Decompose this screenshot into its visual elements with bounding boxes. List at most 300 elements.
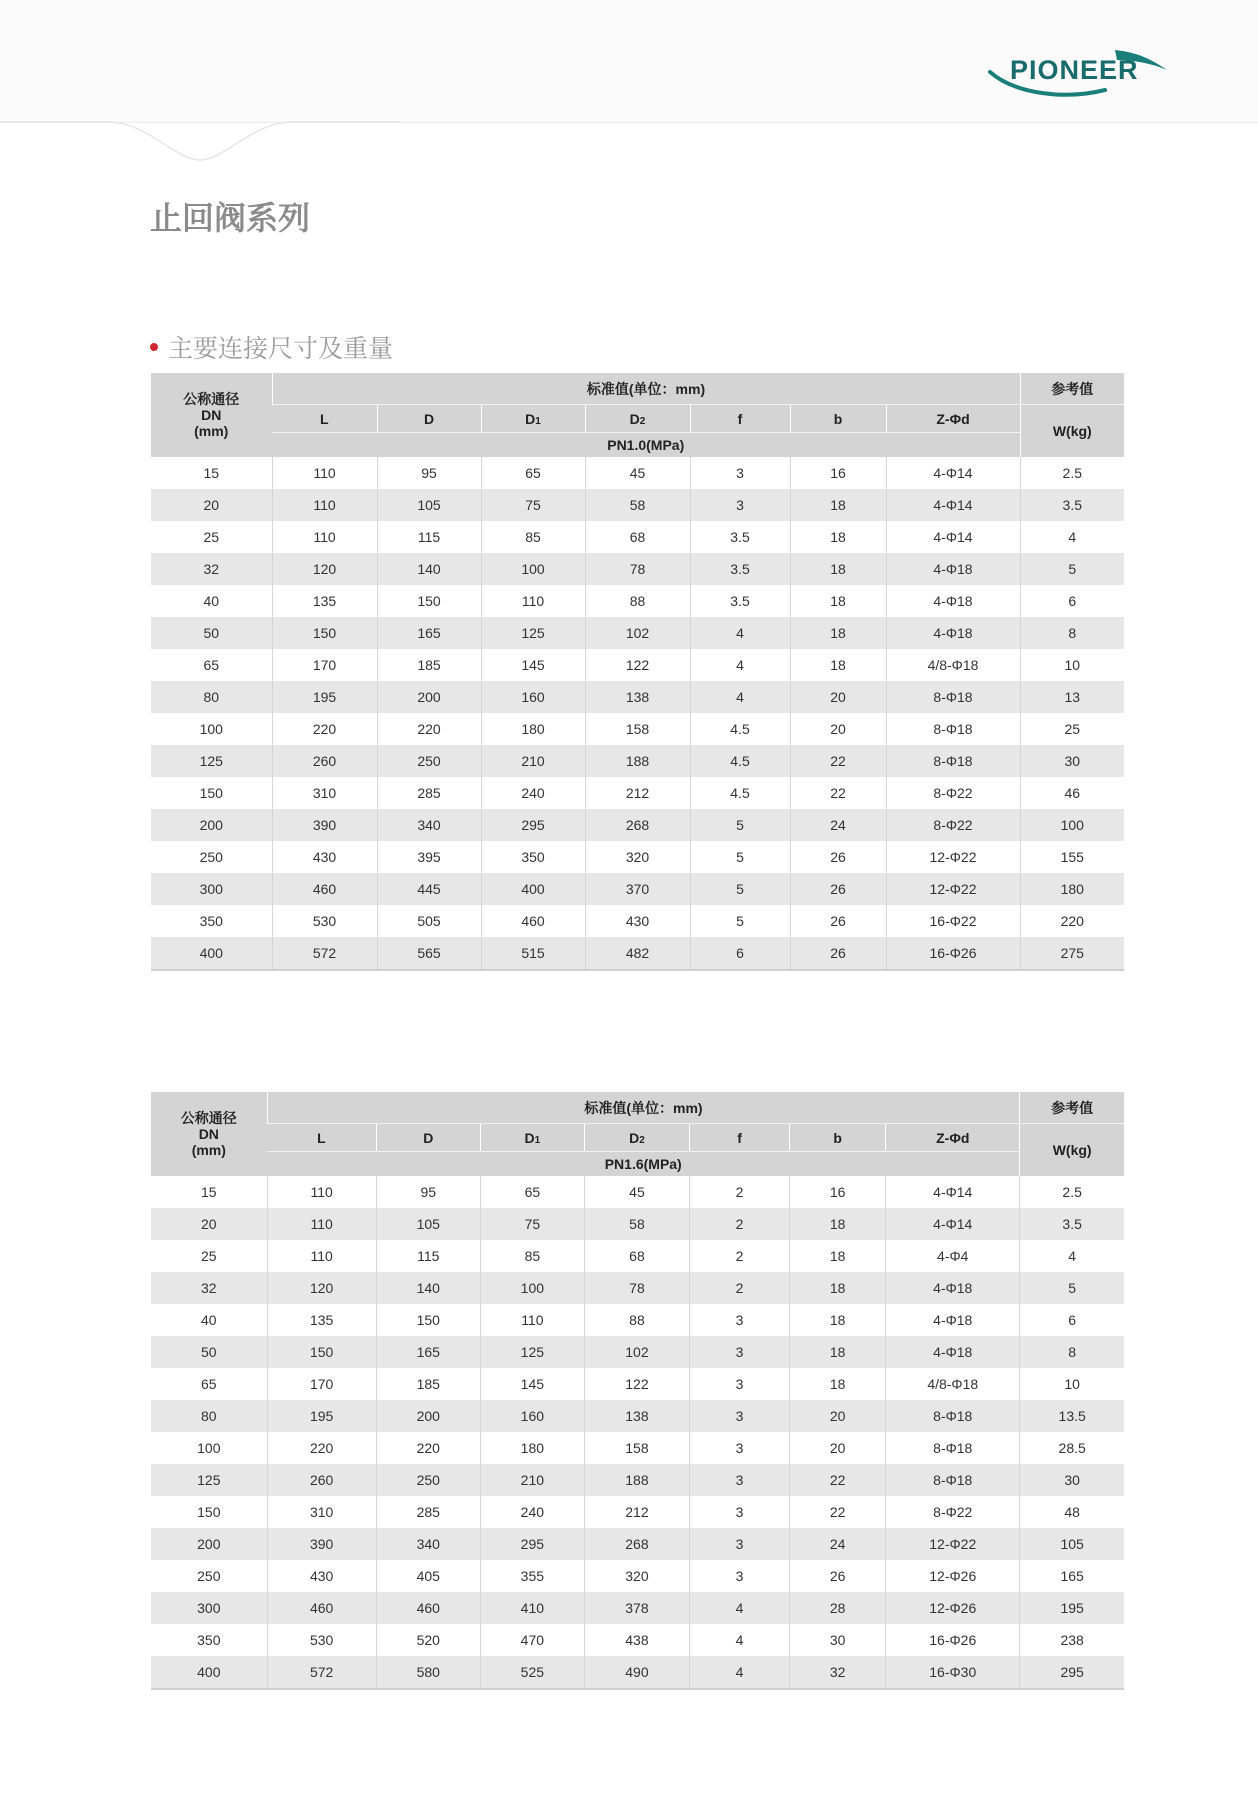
table-cell: 4	[690, 1656, 790, 1689]
table-cell: 195	[267, 1400, 376, 1432]
table-cell: 20	[790, 1432, 886, 1464]
table-cell: 310	[267, 1496, 376, 1528]
table-row	[151, 1240, 1124, 1272]
table-cell: 65	[151, 649, 272, 681]
table-cell: 150	[267, 1336, 376, 1368]
spec-table-pn16	[151, 1092, 1124, 1690]
table-cell: 125	[480, 1336, 584, 1368]
table-cell: 12-Φ22	[886, 841, 1020, 873]
table-cell: 3	[690, 489, 790, 521]
table-cell: 275	[1020, 937, 1124, 970]
table-cell: 405	[376, 1560, 480, 1592]
table-cell: 18	[790, 617, 886, 649]
table-cell: 410	[480, 1592, 584, 1624]
table-cell: 65	[151, 1368, 267, 1400]
table-row	[151, 1208, 1124, 1240]
table-row	[151, 873, 1124, 905]
table-cell: 20	[151, 1208, 267, 1240]
table-cell: 12-Φ26	[886, 1560, 1020, 1592]
table-cell: 135	[267, 1304, 376, 1336]
table-cell: 50	[151, 617, 272, 649]
table-row	[151, 905, 1124, 937]
table-cell: 32	[151, 1272, 267, 1304]
table-cell: 24	[790, 1528, 886, 1560]
table-cell: 12-Φ22	[886, 873, 1020, 905]
table-cell: 295	[1020, 1656, 1124, 1689]
table-cell: 3	[690, 1432, 790, 1464]
table-row	[151, 1560, 1124, 1592]
table-cell: 6	[1020, 1304, 1124, 1336]
table-cell: 125	[151, 1464, 267, 1496]
col-header-weight: W(kg)	[1020, 405, 1124, 458]
table-cell: 4-Φ14	[886, 457, 1020, 489]
table-cell: 350	[151, 905, 272, 937]
table-cell: 3.5	[690, 585, 790, 617]
table-cell: 110	[480, 1304, 584, 1336]
table-cell: 88	[584, 1304, 689, 1336]
table-cell: 3	[690, 457, 790, 489]
table-cell: 150	[151, 1496, 267, 1528]
table-cell: 150	[272, 617, 377, 649]
table-cell: 3.5	[1020, 489, 1124, 521]
table-cell: 220	[272, 713, 377, 745]
table-row	[151, 1400, 1124, 1432]
table-cell: 395	[377, 841, 481, 873]
table-cell: 212	[585, 777, 690, 809]
table-cell: 260	[272, 745, 377, 777]
table-row	[151, 681, 1124, 713]
table-row	[151, 1176, 1124, 1208]
table-cell: 295	[481, 809, 585, 841]
table-row	[151, 1592, 1124, 1624]
table-cell: 2	[690, 1176, 790, 1208]
table-cell: 4-Φ18	[886, 585, 1020, 617]
standard-header: 标准值(单位：mm)	[267, 1092, 1020, 1124]
table-cell: 195	[272, 681, 377, 713]
table-cell: 4-Φ14	[886, 521, 1020, 553]
table-cell: 110	[267, 1240, 376, 1272]
table-cell: 268	[585, 809, 690, 841]
standard-header: 标准值(单位：mm)	[272, 373, 1020, 405]
table-cell: 4	[690, 649, 790, 681]
table-cell: 180	[481, 713, 585, 745]
table-cell: 18	[790, 1304, 886, 1336]
table-cell: 572	[272, 937, 377, 970]
table-cell: 220	[267, 1432, 376, 1464]
table-cell: 18	[790, 649, 886, 681]
table-cell: 8	[1020, 617, 1124, 649]
table-row	[151, 1496, 1124, 1528]
col-header-z-phid: Z-Φd	[886, 1124, 1020, 1152]
table-cell: 65	[481, 457, 585, 489]
table-cell: 2.5	[1020, 457, 1124, 489]
table-cell: 3	[690, 1560, 790, 1592]
table-cell: 135	[272, 585, 377, 617]
col-header-f: f	[690, 405, 790, 433]
table-row	[151, 809, 1124, 841]
table-cell: 45	[584, 1176, 689, 1208]
table-cell: 8-Φ18	[886, 1464, 1020, 1496]
col-header-d: D	[377, 405, 481, 433]
table-cell: 200	[151, 809, 272, 841]
table-body	[151, 457, 1124, 970]
table-cell: 32	[790, 1656, 886, 1689]
table-cell: 18	[790, 1240, 886, 1272]
table-cell: 22	[790, 1464, 886, 1496]
dn-header	[151, 1092, 267, 1176]
table-cell: 68	[584, 1240, 689, 1272]
table-cell: 12-Φ26	[886, 1592, 1020, 1624]
table-row	[151, 521, 1124, 553]
table-cell: 3	[690, 1528, 790, 1560]
table-cell: 125	[151, 745, 272, 777]
table-row	[151, 489, 1124, 521]
table-cell: 195	[1020, 1592, 1124, 1624]
table-cell: 295	[480, 1528, 584, 1560]
table-cell: 105	[1020, 1528, 1124, 1560]
table-cell: 5	[690, 809, 790, 841]
table-cell: 16-Φ22	[886, 905, 1020, 937]
table-cell: 32	[151, 553, 272, 585]
table-cell: 445	[377, 873, 481, 905]
table-row	[151, 1272, 1124, 1304]
table-cell: 470	[480, 1624, 584, 1656]
pressure-rating: PN1.6(MPa)	[267, 1152, 1020, 1177]
table-row	[151, 585, 1124, 617]
table-cell: 430	[272, 841, 377, 873]
table-cell: 268	[584, 1528, 689, 1560]
table-cell: 20	[790, 681, 886, 713]
table-cell: 3	[690, 1464, 790, 1496]
table-cell: 28	[790, 1592, 886, 1624]
table-cell: 48	[1020, 1496, 1124, 1528]
table-cell: 80	[151, 681, 272, 713]
table-cell: 18	[790, 521, 886, 553]
table-cell: 505	[377, 905, 481, 937]
table-cell: 240	[481, 777, 585, 809]
table-cell: 85	[480, 1240, 584, 1272]
table-cell: 16-Φ26	[886, 1624, 1020, 1656]
header-notch-decoration	[0, 110, 400, 170]
table-cell: 285	[377, 777, 481, 809]
table-cell: 100	[480, 1272, 584, 1304]
table-cell: 122	[584, 1368, 689, 1400]
table-cell: 3	[690, 1368, 790, 1400]
table-row	[151, 1368, 1124, 1400]
table-cell: 530	[267, 1624, 376, 1656]
table-cell: 8-Φ22	[886, 809, 1020, 841]
table-cell: 100	[481, 553, 585, 585]
table-cell: 120	[267, 1272, 376, 1304]
col-header-weight: W(kg)	[1020, 1124, 1124, 1177]
table-cell: 210	[480, 1464, 584, 1496]
table-cell: 102	[585, 617, 690, 649]
table-cell: 200	[151, 1528, 267, 1560]
table-cell: 5	[1020, 553, 1124, 585]
dn-label: 公称通径	[180, 1110, 237, 1126]
table-cell: 8-Φ22	[886, 1496, 1020, 1528]
table-cell: 4/8-Φ18	[886, 649, 1020, 681]
table-cell: 115	[376, 1240, 480, 1272]
table-cell: 482	[585, 937, 690, 970]
table-cell: 390	[267, 1528, 376, 1560]
dn-label: 公称通径	[183, 391, 240, 407]
table-cell: 170	[267, 1368, 376, 1400]
table-cell: 4-Φ18	[886, 617, 1020, 649]
table-row	[151, 777, 1124, 809]
table-cell: 4-Φ14	[886, 1208, 1020, 1240]
table-cell: 150	[151, 777, 272, 809]
table-cell: 580	[376, 1656, 480, 1689]
table-cell: 105	[377, 489, 481, 521]
table-cell: 210	[481, 745, 585, 777]
table-cell: 110	[267, 1208, 376, 1240]
table-cell: 400	[151, 937, 272, 970]
table-cell: 170	[272, 649, 377, 681]
table-cell: 18	[790, 1368, 886, 1400]
col-header-b: b	[790, 405, 886, 433]
table-cell: 572	[267, 1656, 376, 1689]
table-cell: 58	[585, 489, 690, 521]
table-cell: 26	[790, 905, 886, 937]
table-cell: 400	[151, 1656, 267, 1689]
table-cell: 25	[151, 1240, 267, 1272]
table-cell: 4.5	[690, 777, 790, 809]
table-cell: 4-Φ14	[886, 1176, 1020, 1208]
table-cell: 110	[272, 457, 377, 489]
table-cell: 438	[584, 1624, 689, 1656]
table-row	[151, 1656, 1124, 1689]
table-cell: 100	[151, 1432, 267, 1464]
table-cell: 370	[585, 873, 690, 905]
table-row	[151, 937, 1124, 970]
table-cell: 2	[690, 1208, 790, 1240]
table-cell: 390	[272, 809, 377, 841]
table-cell: 260	[267, 1464, 376, 1496]
table-cell: 4	[1020, 1240, 1124, 1272]
table-cell: 158	[585, 713, 690, 745]
table-cell: 565	[377, 937, 481, 970]
table-cell: 20	[151, 489, 272, 521]
table-cell: 13	[1020, 681, 1124, 713]
col-header-d1: D1	[480, 1124, 584, 1152]
table-cell: 46	[1020, 777, 1124, 809]
table-cell: 95	[377, 457, 481, 489]
table-cell: 75	[481, 489, 585, 521]
table-cell: 85	[481, 521, 585, 553]
table-cell: 88	[585, 585, 690, 617]
table-cell: 5	[690, 905, 790, 937]
section-title	[150, 329, 393, 365]
table-row	[151, 1336, 1124, 1368]
col-header-b: b	[790, 1124, 886, 1152]
table-cell: 145	[481, 649, 585, 681]
table-cell: 68	[585, 521, 690, 553]
table-cell: 13.5	[1020, 1400, 1124, 1432]
table-cell: 400	[481, 873, 585, 905]
table-cell: 65	[480, 1176, 584, 1208]
table-cell: 24	[790, 809, 886, 841]
table-cell: 26	[790, 1560, 886, 1592]
table-cell: 8-Φ18	[886, 1400, 1020, 1432]
table-cell: 16-Φ30	[886, 1656, 1020, 1689]
table-cell: 18	[790, 553, 886, 585]
table-cell: 8-Φ18	[886, 1432, 1020, 1464]
table-cell: 15	[151, 1176, 267, 1208]
table-cell: 4-Φ14	[886, 489, 1020, 521]
table-cell: 16	[790, 457, 886, 489]
table-row	[151, 617, 1124, 649]
table-cell: 3	[690, 1496, 790, 1528]
table-cell: 525	[480, 1656, 584, 1689]
table-cell: 26	[790, 937, 886, 970]
table-row	[151, 1624, 1124, 1656]
table-cell: 40	[151, 585, 272, 617]
table-cell: 520	[376, 1624, 480, 1656]
col-header-d1: D1	[481, 405, 585, 433]
table-cell: 78	[584, 1272, 689, 1304]
table-cell: 220	[1020, 905, 1124, 937]
table-cell: 22	[790, 745, 886, 777]
table-row	[151, 1464, 1124, 1496]
table-cell: 8-Φ18	[886, 713, 1020, 745]
table-cell: 3	[690, 1304, 790, 1336]
table-cell: 180	[480, 1432, 584, 1464]
reference-header: 参考值	[1020, 1092, 1124, 1124]
table-cell: 5	[1020, 1272, 1124, 1304]
table-cell: 4-Φ18	[886, 553, 1020, 585]
table-cell: 300	[151, 873, 272, 905]
table-cell: 4-Φ18	[886, 1304, 1020, 1336]
table-cell: 430	[267, 1560, 376, 1592]
table-cell: 355	[480, 1560, 584, 1592]
table-cell: 26	[790, 841, 886, 873]
table-cell: 15	[151, 457, 272, 489]
table-cell: 40	[151, 1304, 267, 1336]
table-cell: 220	[377, 713, 481, 745]
table-cell: 490	[584, 1656, 689, 1689]
table-cell: 120	[272, 553, 377, 585]
table-cell: 18	[790, 489, 886, 521]
pressure-rating: PN1.0(MPa)	[272, 433, 1020, 458]
table-cell: 3	[690, 1400, 790, 1432]
table-cell: 10	[1020, 649, 1124, 681]
table-cell: 2	[690, 1272, 790, 1304]
table-cell: 80	[151, 1400, 267, 1432]
table-cell: 150	[377, 585, 481, 617]
dn-unit: (mm)	[194, 423, 229, 439]
table-cell: 3.5	[690, 521, 790, 553]
table-cell: 30	[1020, 745, 1124, 777]
table-cell: 238	[1020, 1624, 1124, 1656]
table-cell: 30	[790, 1624, 886, 1656]
table-cell: 3.5	[690, 553, 790, 585]
table-cell: 95	[376, 1176, 480, 1208]
table-cell: 138	[584, 1400, 689, 1432]
table-cell: 340	[377, 809, 481, 841]
table-cell: 240	[480, 1496, 584, 1528]
table-cell: 340	[376, 1528, 480, 1560]
section-title-text: 主要连接尺寸及重量	[168, 334, 394, 363]
dn-unit: (mm)	[191, 1142, 226, 1158]
table-cell: 320	[584, 1560, 689, 1592]
table-cell: 220	[376, 1432, 480, 1464]
table-cell: 22	[790, 1496, 886, 1528]
page-title: 止回阀系列	[150, 199, 311, 237]
col-header-l: L	[272, 405, 377, 433]
table-row	[151, 1528, 1124, 1560]
table-cell: 4-Φ18	[886, 1272, 1020, 1304]
table-cell: 102	[584, 1336, 689, 1368]
table-cell: 58	[584, 1208, 689, 1240]
table-cell: 4-Φ18	[886, 1336, 1020, 1368]
table-row	[151, 457, 1124, 489]
table-cell: 140	[377, 553, 481, 585]
table-cell: 350	[481, 841, 585, 873]
table-cell: 10	[1020, 1368, 1124, 1400]
table-cell: 6	[1020, 585, 1124, 617]
table-cell: 25	[1020, 713, 1124, 745]
table-cell: 16-Φ26	[886, 937, 1020, 970]
table-cell: 138	[585, 681, 690, 713]
table-cell: 200	[377, 681, 481, 713]
table-cell: 185	[376, 1368, 480, 1400]
table-cell: 140	[376, 1272, 480, 1304]
table-cell: 310	[272, 777, 377, 809]
table-cell: 8-Φ18	[886, 681, 1020, 713]
table-cell: 155	[1020, 841, 1124, 873]
table-cell: 4	[690, 1592, 790, 1624]
table-cell: 250	[377, 745, 481, 777]
table-cell: 18	[790, 1336, 886, 1368]
table-row	[151, 553, 1124, 585]
table-cell: 8-Φ18	[886, 745, 1020, 777]
table-cell: 200	[376, 1400, 480, 1432]
table-cell: 75	[480, 1208, 584, 1240]
table-cell: 180	[1020, 873, 1124, 905]
table-cell: 30	[1020, 1464, 1124, 1496]
col-header-d2: D2	[584, 1124, 689, 1152]
table-cell: 4.5	[690, 745, 790, 777]
table-cell: 2	[690, 1240, 790, 1272]
table-cell: 25	[151, 521, 272, 553]
table-cell: 78	[585, 553, 690, 585]
table-cell: 4-Φ4	[886, 1240, 1020, 1272]
table-cell: 165	[376, 1336, 480, 1368]
table-cell: 4/8-Φ18	[886, 1368, 1020, 1400]
table-cell: 460	[376, 1592, 480, 1624]
table-cell: 3	[690, 1336, 790, 1368]
table-cell: 22	[790, 777, 886, 809]
table-cell: 430	[585, 905, 690, 937]
table-cell: 378	[584, 1592, 689, 1624]
table-cell: 350	[151, 1624, 267, 1656]
table-cell: 320	[585, 841, 690, 873]
table-cell: 2.5	[1020, 1176, 1124, 1208]
table-cell: 105	[376, 1208, 480, 1240]
table-cell: 250	[376, 1464, 480, 1496]
table-cell: 110	[272, 521, 377, 553]
reference-header: 参考值	[1020, 373, 1124, 405]
bullet-dot-icon	[150, 343, 158, 351]
table-cell: 122	[585, 649, 690, 681]
table-body	[151, 1176, 1124, 1689]
table-cell: 5	[690, 841, 790, 873]
table-cell: 18	[790, 1272, 886, 1304]
table-cell: 110	[272, 489, 377, 521]
table-cell: 125	[481, 617, 585, 649]
table-row	[151, 841, 1124, 873]
